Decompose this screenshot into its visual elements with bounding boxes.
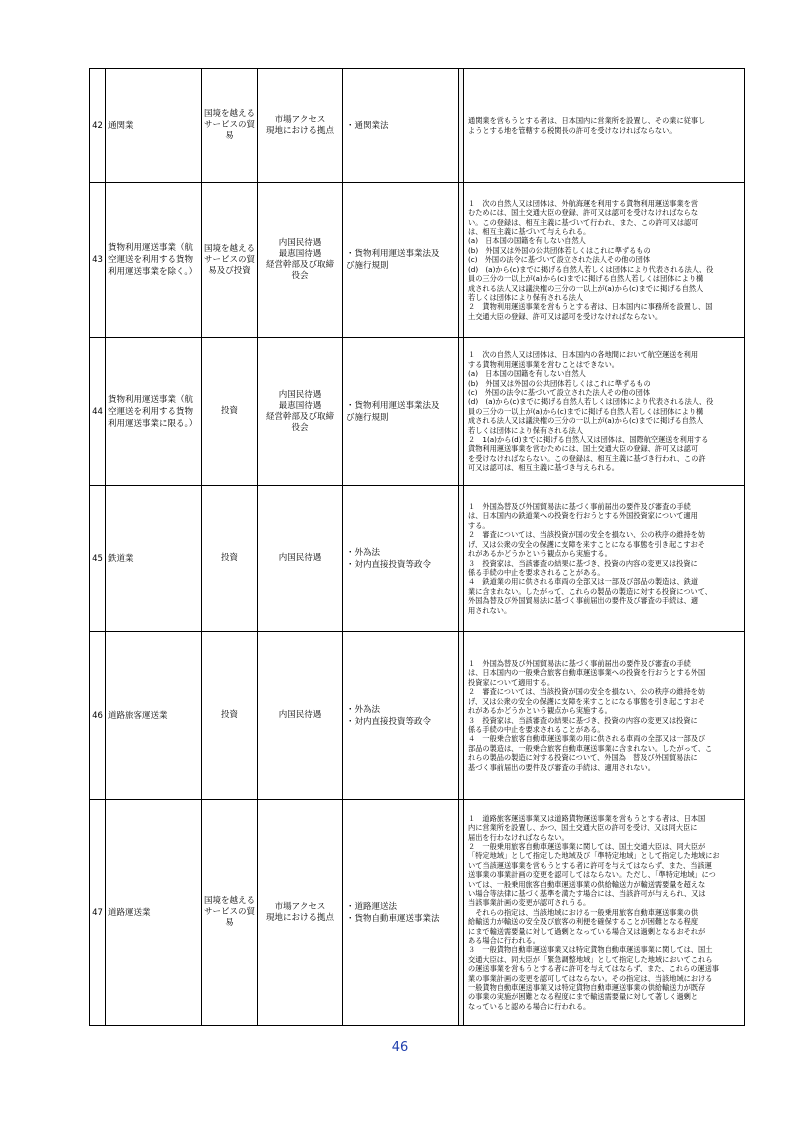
description-line: 業の事業計画の変更を認可してはならない。その指定は、当該地域における xyxy=(468,973,713,983)
description-line: ある場合に行われる。 xyxy=(468,936,540,946)
obligation-class: 投資 xyxy=(202,632,258,800)
description-line: 「特定地域」として指定した地域及び「準特定地域」として指定した地域にお xyxy=(468,851,720,861)
description-line: 外国為替及び外国貿易法に基づく事前届出の要件及び審査の手続は、適 xyxy=(468,596,699,606)
row-number: 43 xyxy=(90,183,106,338)
table-row xyxy=(90,183,745,338)
row-number: 46 xyxy=(90,632,106,800)
row-number: 45 xyxy=(90,486,106,632)
description-line: ２ 審査については、当該投資が国の安全を損ない、公の秩序の維持を妨 xyxy=(468,687,706,697)
description-line: １ 次の自然人又は団体は、日本国内の各地間において航空運送を利用 xyxy=(468,350,699,360)
description-line: の運送事業を営もうとする者に許可を与えてはならず、また、これらの運送事 xyxy=(468,964,719,974)
description-line: にまで輸送需要量に対して過剰となっている場合又は過剰となるおそれが xyxy=(468,926,706,936)
description-line: (d) (a)から(c)までに掲げる自然人若しくは団体により代表される法人、役 xyxy=(468,397,714,407)
description-line: 内に営業所を設置し、かつ、国土交通大臣の許可を受け、又は同大臣に xyxy=(468,823,698,833)
description-line: １ 外国為替及び外国貿易法に基づく事前届出の要件及び審査の手続 xyxy=(468,502,691,512)
measure-description xyxy=(464,486,745,632)
description-line: げ、又は公衆の安全の保護に支障を来すことになる事態を引き起こすおそ xyxy=(468,696,705,706)
description-line: を受けなければならない。この登録は、相互主義に基づき行われ、この許 xyxy=(468,453,706,463)
table-row xyxy=(90,69,745,183)
description-line: 交通大臣は、同大臣が「緊急調整地域」として指定した地域においてこれら xyxy=(468,954,713,964)
description-line: (b) 外国又は外国の公共団体若しくはこれに準ずるもの xyxy=(468,378,651,388)
description-line: 可又は認可は、相互主義に基づき与えられる。 xyxy=(468,463,619,473)
industry-name: 貨物利用運送事業（航 空運送を利用する貨物 利用運送事業を除く。） xyxy=(106,183,202,338)
description-line: １ 次の自然人又は団体は、外航海運を利用する貨物利用運送事業を営 xyxy=(468,198,699,208)
description-line: ３ 投資家は、当該審査の結果に基づき、投資の内容の変更又は投資に xyxy=(468,715,698,725)
obligation-class: 投資 xyxy=(202,338,258,486)
description-line: １ 道路旅客運送事業又は道路貨物運送事業を営もうとする者は、日本国 xyxy=(468,813,706,823)
treatment-type: 市場アクセス 現地における拠点 xyxy=(258,800,343,1026)
description-line: 貨物利用運送事業を営むためには、国土交通大臣の登録、許可又は認可 xyxy=(468,444,699,454)
description-line: れらの製品の製造に対する投資について、外国為 替及び外国貿易法に xyxy=(468,753,698,763)
description-line: 用されない。 xyxy=(468,605,512,615)
table-row xyxy=(90,486,745,632)
regulation-table xyxy=(89,68,745,1026)
industry-name: 道路運送業 xyxy=(106,800,202,1026)
page-number: 46 xyxy=(391,1040,409,1055)
row-number: 47 xyxy=(90,800,106,1026)
description-line: むためには、国土交通大臣の登録、許可又は認可を受けなければならな xyxy=(468,208,699,218)
description-line: なっていると認める場合に行われる。 xyxy=(468,1001,591,1011)
description-line: 基づく事前届出の要件及び審査の手続は、適用されない。 xyxy=(468,762,655,772)
description-line: (c) 外国の法令に基づいて設立された法人その他の団体 xyxy=(468,387,651,397)
treatment-type: 内国民待遇 最恵国待遇 経営幹部及び取締 役会 xyxy=(258,183,343,338)
description-line: の事業の実施が困難となる程度にまで輸送需要量に対して著しく過剰と xyxy=(468,992,699,1002)
description-line: する貨物利用運送事業を営むことはできない。 xyxy=(468,359,619,369)
description-line: 土交通大臣の登録、許可又は認可を受けなければならない。 xyxy=(468,311,663,321)
description-line: 届出を行わなければならない。 xyxy=(468,832,569,842)
industry-name: 道路旅客運送業 xyxy=(106,632,202,800)
row-number: 44 xyxy=(90,338,106,486)
description-line: いては、一般乗用旅客自動車運送事業の供給輸送力が輸送需要量を超えな xyxy=(468,879,706,889)
measure-description xyxy=(464,183,745,338)
row-number: 42 xyxy=(90,69,106,183)
table-row xyxy=(90,338,745,486)
description-line: 送事業の事業計画の変更を認可してはならない。ただし、「準特定地域」につ xyxy=(468,870,716,880)
description-line: は、日本国内の一般乗合旅客自動車運送事業への投資を行おうとする外国 xyxy=(468,668,706,678)
table-row xyxy=(90,632,745,800)
legal-basis: ・通関業法 xyxy=(343,69,459,183)
description-line: げ、又は公衆の安全の保護に支障を来すことになる事態を引き起こすおそ xyxy=(468,539,705,549)
description-line: は、相互主義に基づいて与えられる。 xyxy=(468,227,591,237)
legal-basis: ・外為法 ・対内直接投資等政令 xyxy=(343,632,459,800)
description-line: い場合等法律に基づく基準を満たす場合には、当該許可が与えられ、又は xyxy=(468,888,706,898)
measure-description xyxy=(464,632,745,800)
industry-name: 貨物利用運送事業（航 空運送を利用する貨物 利用運送事業に限る。） xyxy=(106,338,202,486)
description-line: 投資家について適用する。 xyxy=(468,677,555,687)
description-line: 当該事業計画の変更が認可されうる。 xyxy=(468,898,591,908)
obligation-class: 国境を越える サービスの貿 易 xyxy=(202,69,258,183)
description-line: 部品の製造は、一般乗合旅客自動車運送事業に含まれない。したがって、こ xyxy=(468,743,713,753)
description-line: 給輸送力が輸送の安全及び旅客の利便を確保することが困難となる程度 xyxy=(468,917,699,927)
description-line: (a) 日本国の国籍を有しない自然人 xyxy=(468,236,586,246)
description-line: (d) (a)から(c)までに掲げる自然人若しくは団体により代表される法人、役 xyxy=(468,264,714,274)
treatment-type: 内国民待遇 最恵国待遇 経営幹部及び取締 役会 xyxy=(258,338,343,486)
legal-basis: ・貨物利用運送事業法及 び施行規則 xyxy=(343,338,459,486)
table-row xyxy=(90,800,745,1026)
obligation-class: 国境を越える サービスの貿 易及び投資 xyxy=(202,183,258,338)
description-line: ４ 鉄道業の用に供される車両の全部又は一部及び部品の製造は、鉄道 xyxy=(468,577,699,587)
description-line: 業に含まれない。したがって、これらの製品の製造に対する投資について、 xyxy=(468,586,712,596)
description-line: ２ 一般乗用旅客自動車運送事業に関しては、国土交通大臣は、同大臣が xyxy=(468,841,706,851)
description-line: 通関業を営もうとする者は、日本国内に営業所を設置し、その業に従事し xyxy=(468,116,706,126)
description-line: 係る手続の中止を要求されることがある。 xyxy=(468,724,605,734)
description-line: １ 外国為替及び外国貿易法に基づく事前届出の要件及び審査の手続 xyxy=(468,659,691,669)
description-line: いて当該運送事業を営もうとする者に許可を与えてはならず、また、当該運 xyxy=(468,860,712,870)
description-line: ２ 貨物利用運送事業を営もうとする者は、日本国内に事務所を設置し、国 xyxy=(468,302,713,312)
measure-description xyxy=(464,338,745,486)
description-line: は、日本国内の鉄道業への投資を行おうとする外国投資家について適用 xyxy=(468,511,698,521)
industry-name: 鉄道業 xyxy=(106,486,202,632)
description-line: ３ 一般貨物自動車運送事業又は特定貨物自動車運送事業に関しては、国土 xyxy=(468,945,713,955)
description-line: 若しくは団体により保有される法人 xyxy=(468,425,584,435)
description-line: する。 xyxy=(468,520,490,530)
description-line: れがあるかどうかという観点から実施する。 xyxy=(468,549,612,559)
description-line: それらの指定は、当該地域における一般乗用旅客自動車運送事業の供 xyxy=(468,907,699,917)
description-line: (b) 外国又は外国の公共団体若しくはこれに準ずるもの xyxy=(468,245,651,255)
description-line: ２ 審査については、当該投資が国の安全を損ない、公の秩序の維持を妨 xyxy=(468,530,706,540)
description-line: 成される法人又は議決権の三分の一以上が(a)から(c)までに掲げる自然人 xyxy=(468,416,704,426)
treatment-type: 内国民待遇 xyxy=(258,486,343,632)
description-line: 員の三分の一以上が(a)から(c)までに掲げる自然人若しくは団体により構 xyxy=(468,406,704,416)
description-line: (c) 外国の法令に基づいて設立された法人その他の団体 xyxy=(468,255,651,265)
description-line: 成される法人又は議決権の三分の一以上が(a)から(c)までに掲げる自然人 xyxy=(468,283,704,293)
description-line: 一般貨物自動車運送事業又は特定貨物自動車運送事業の供給輸送力が既存 xyxy=(468,983,706,993)
description-line: ４ 一般乗合旅客自動車運送事業の用に供される車両の全部又は一部及び xyxy=(468,734,706,744)
description-line: (a) 日本国の国籍を有しない自然人 xyxy=(468,369,586,379)
description-line: 若しくは団体により保有される法人 xyxy=(468,292,584,302)
description-line: ３ 投資家は、当該審査の結果に基づき、投資の内容の変更又は投資に xyxy=(468,558,698,568)
description-line: い。この登録は、相互主義に基づいて行われ、また、この許可又は認可 xyxy=(468,217,699,227)
measure-description xyxy=(464,69,745,183)
description-line: 員の三分の一以上が(a)から(c)までに掲げる自然人若しくは団体により構 xyxy=(468,274,704,284)
measure-description xyxy=(464,800,745,1026)
treatment-type: 市場アクセス 現地における拠点 xyxy=(258,69,343,183)
legal-basis: ・道路運送法 ・貨物自動車運送事業法 xyxy=(343,800,459,1026)
table-body xyxy=(90,69,745,1026)
description-line: ようとする地を管轄する税関長の許可を受けなければならない。 xyxy=(468,125,677,135)
obligation-class: 国境を越える サービスの貿 易 xyxy=(202,800,258,1026)
description-line: れがあるかどうかという観点から実施する。 xyxy=(468,706,612,716)
obligation-class: 投資 xyxy=(202,486,258,632)
description-line: 係る手続の中止を要求されることがある。 xyxy=(468,567,605,577)
legal-basis: ・外為法 ・対内直接投資等政令 xyxy=(343,486,459,632)
description-line: ２ 1(a)から(d)までに掲げる自然人又は団体は、国際航空運送を利用する xyxy=(468,435,709,445)
treatment-type: 内国民待遇 xyxy=(258,632,343,800)
industry-name: 通関業 xyxy=(106,69,202,183)
legal-basis: ・貨物利用運送事業法及 び施行規則 xyxy=(343,183,459,338)
